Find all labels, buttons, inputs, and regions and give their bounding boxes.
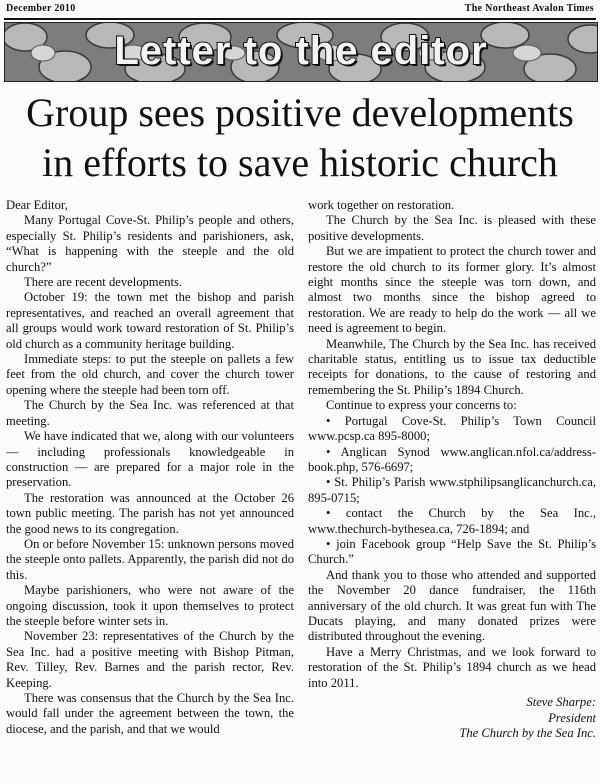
paragraph: Many Portugal Cove-St. Philip’s people and others, especially St. Philip’s residents and parishioners, ask, “What is happening with the steeple and the old church?”	[6, 213, 294, 274]
signature-title: President	[548, 710, 596, 725]
contact-item: • St. Philip’s Parish www.stphilipsanglicanchurch.ca, 895-0715;	[308, 475, 596, 505]
contact-item: • contact the Church by the Sea Inc., www.thechurch-bythesea.ca, 726-1894; and	[308, 506, 596, 536]
signature-organization: The Church by the Sea Inc.	[459, 726, 596, 741]
banner-title: Letter to the editor	[114, 29, 488, 73]
paragraph: Meanwhile, The Church by the Sea Inc. has received charitable status, entitling us to issue tax deductible receipts for donations, to the cause of restoring and remembering the St. Philip’s 1894 Church.	[308, 336, 596, 397]
section-banner	[4, 22, 598, 82]
issue-date: December 2010	[6, 3, 76, 14]
paragraph: Maybe parishioners, who were not aware of the ongoing discussion, took it upon themselves to protect the steeple before winter sets in.	[6, 583, 294, 628]
contact-item: • Anglican Synod www.anglican.nfol.ca/address-book.php, 576-6697;	[308, 444, 596, 474]
signature-block	[308, 695, 596, 742]
signature-name: Steve Sharpe:	[526, 695, 596, 709]
paragraph: On or before November 15: unknown persons moved the steeple onto pallets. Apparently, the parish did not do this.	[6, 536, 294, 582]
contact-item: • join Facebook group “Help Save the St. Philip’s Church.”	[308, 536, 596, 567]
salutation: Dear Editor,	[6, 198, 68, 212]
paragraph: But we are impatient to protect the church tower and restore the old church to its former glory. It’s almost eight months since the steeple was torn down, and almost two months since the bishop agreed to restoration. We are ready to help do the work — all we need is agreement to begin.	[308, 244, 596, 336]
paragraph: And thank you to those who attended and supported the November 20 dance fundraiser, the 116th anniversary of the old church. It was great fun with The Ducats playing, and many donated prizes were distributed throughout the evening.	[308, 567, 596, 644]
letter-column-left	[6, 198, 294, 737]
paragraph: The Church by the Sea Inc. was referenced at that meeting.	[6, 398, 294, 428]
publication-name: The Northeast Avalon Times	[464, 3, 594, 14]
page-header	[4, 0, 596, 20]
paragraph: November 23: representatives of the Church by the Sea Inc. had a positive meeting with Bishop Pitman, Rev. Tilley, Rev. Barnes and the parish rector, Rev. Keeping.	[6, 629, 294, 690]
paragraph: Have a Merry Christmas, and we look forward to restoration of the St. Philip’s 1894 church as we head into 2011.	[308, 644, 596, 690]
paragraph: The restoration was announced at the October 26 town public meeting. The parish has not yet announced the good news to its congregation.	[6, 490, 294, 536]
paragraph: Continue to express your concerns to:	[326, 398, 517, 413]
paragraph-continued: work together on restoration.	[308, 198, 455, 212]
article-headline	[0, 88, 600, 188]
paragraph: The Church by the Sea Inc. is pleased with these positive developments.	[308, 213, 596, 243]
paragraph: We have indicated that we, along with our volunteers — including professionals knowledgeable in construction — are prepared for a major role in the preservation.	[6, 429, 294, 490]
paragraph: October 19: the town met the bishop and parish representatives, and reached an overall agreement that all groups would work toward restoration of St. Philip’s old church as a community heritage building.	[6, 290, 294, 351]
contact-item: • Portugal Cove-St. Philip’s Town Council www.pcsp.ca 895-8000;	[308, 413, 596, 444]
paragraph: Immediate steps: to put the steeple on pallets a few feet from the old church, and cover the church tower opening where the steeple had been torn off.	[6, 352, 294, 397]
paragraph: There was consensus that the Church by the Sea Inc. would fall under the agreement between the town, the diocese, and the parish, and that we would	[6, 691, 294, 736]
paragraph: There are recent developments.	[24, 275, 183, 290]
letter-column-right	[308, 198, 596, 742]
headline-line-2: in efforts to save historic church	[42, 140, 558, 185]
headline-line-1: Group sees positive developments	[26, 90, 574, 135]
